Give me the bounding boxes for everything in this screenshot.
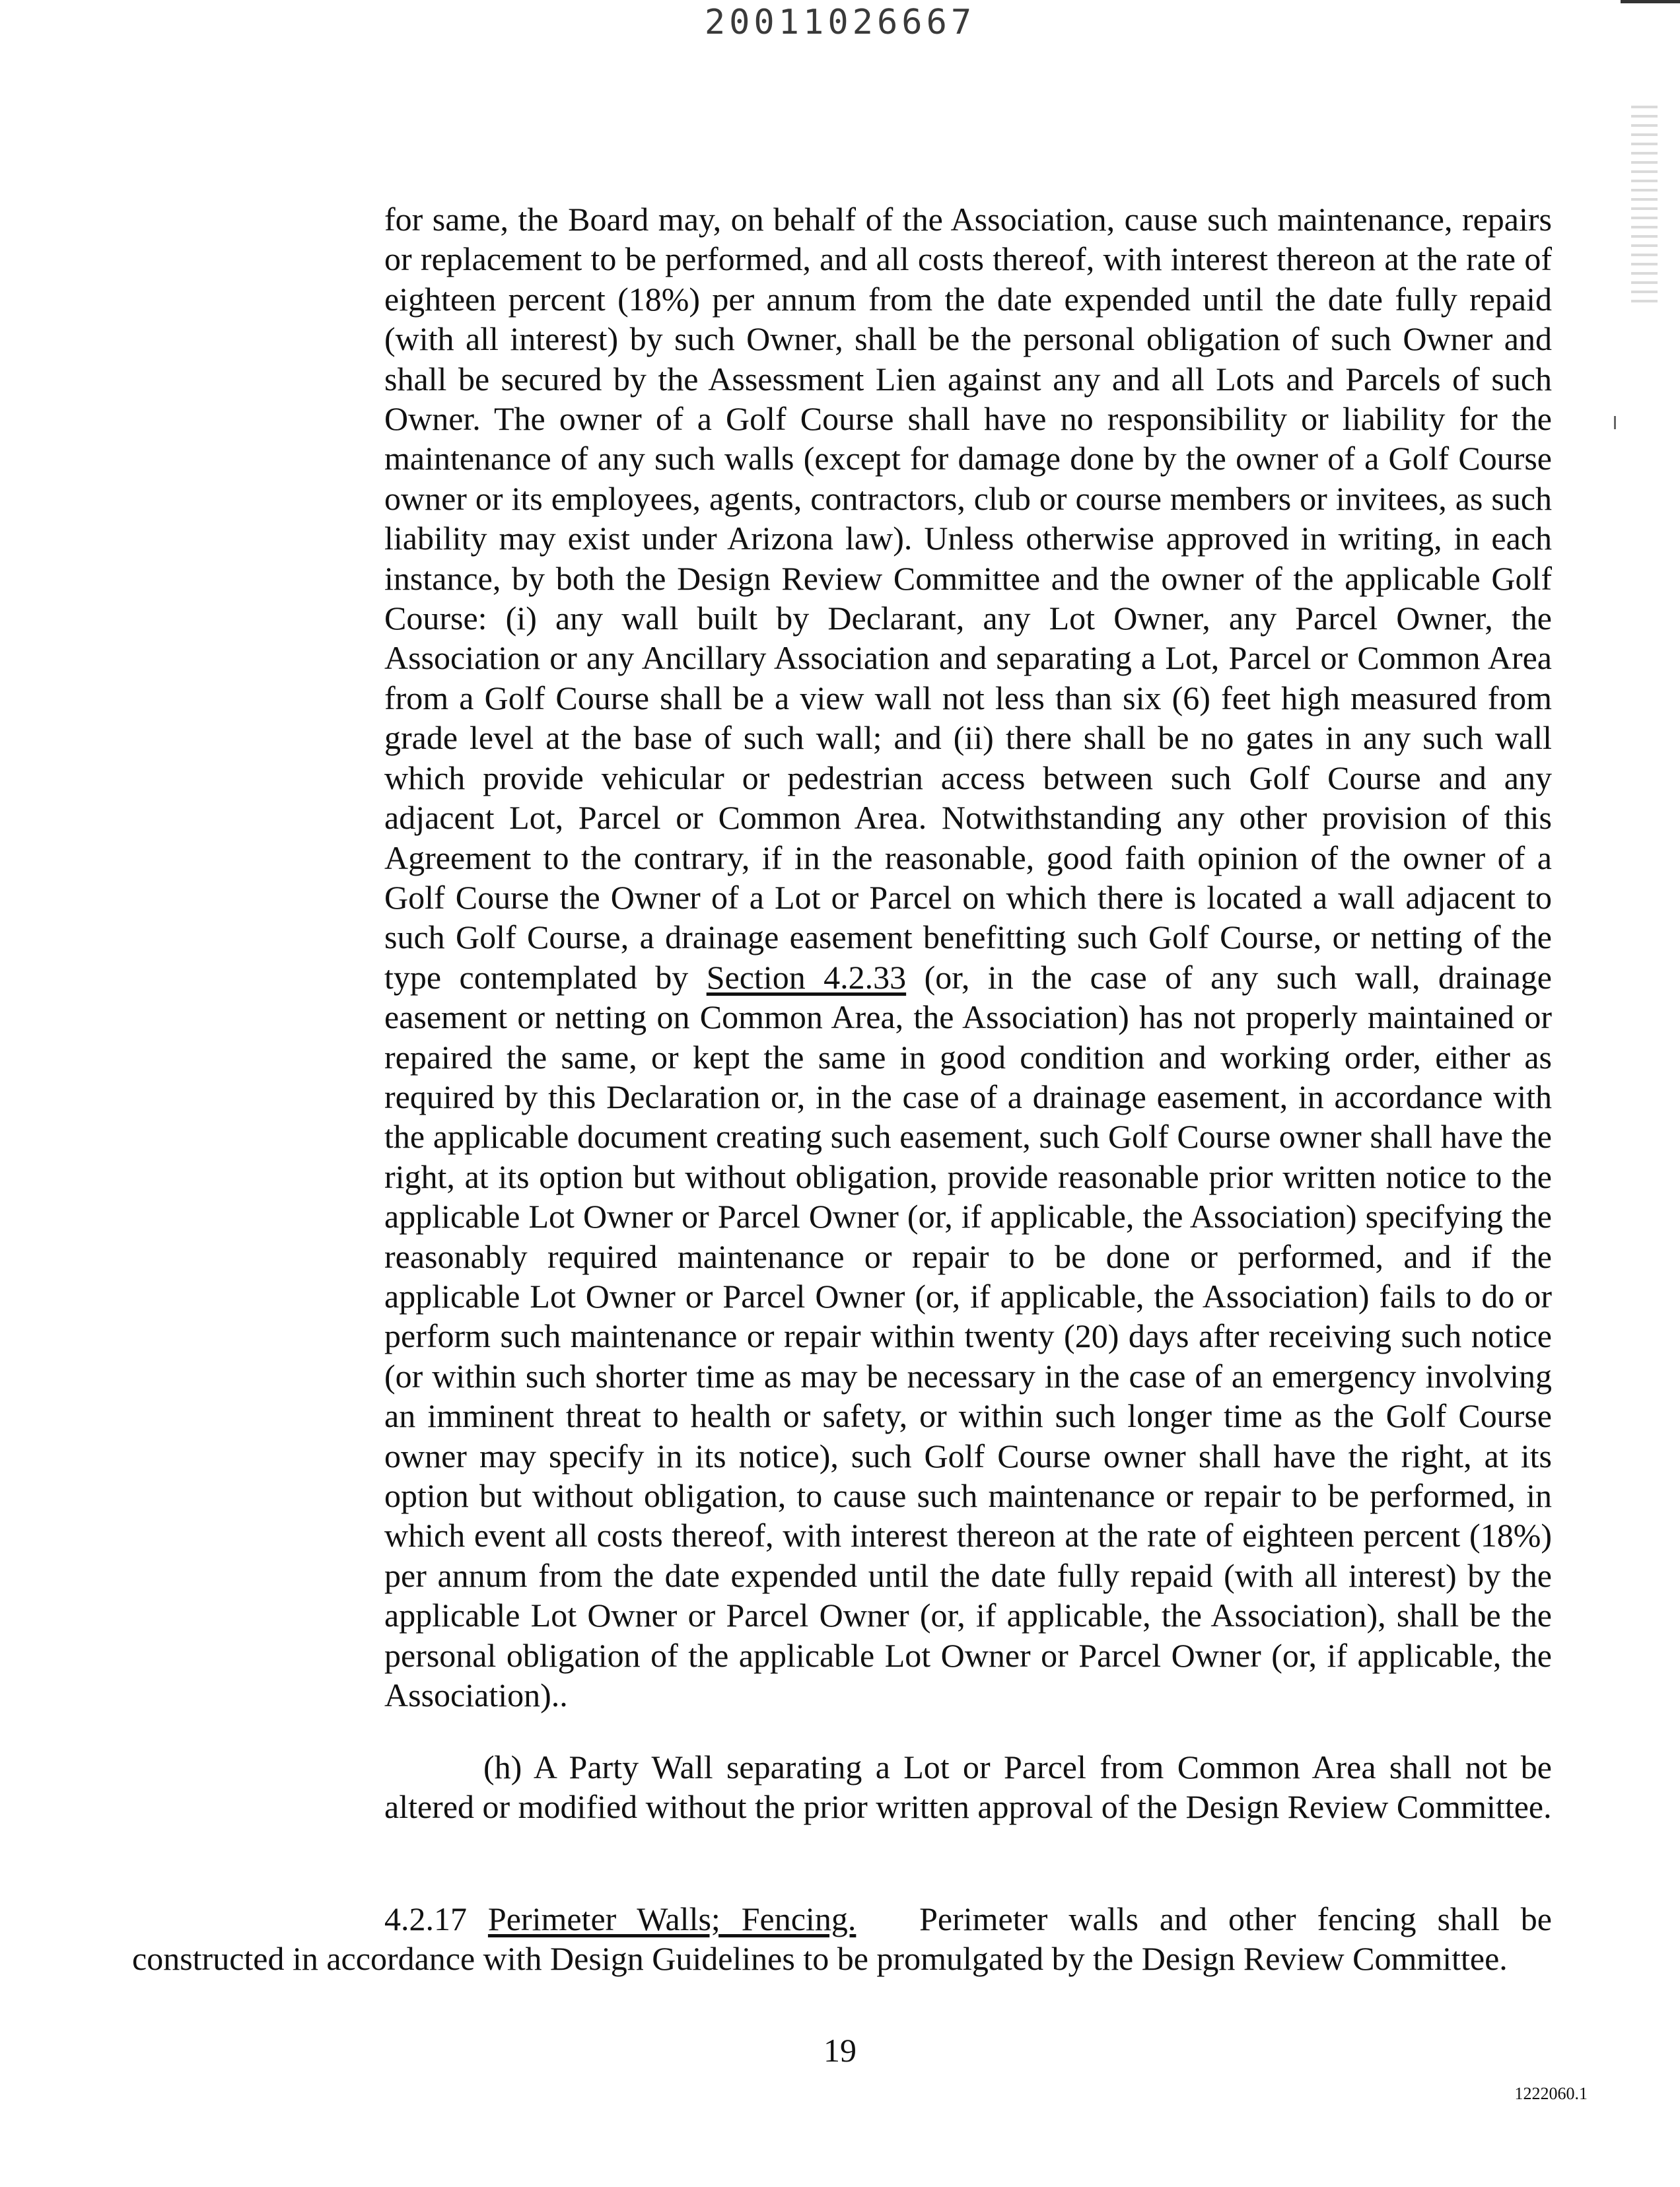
page-number: 19	[823, 2032, 857, 2069]
paragraph-main-part-1: for same, the Board may, on behalf of the Association, cause such maintenance, repairs or replacement to be performed, and all costs thereof, with interest thereon at the rate of eighteen percent (18%) per annum from the date expended until the date fully repaid (with all interest) by such Owner, shall be the personal obligation of such Owner and shall be secured by the Assessment Lien against any and all Lots and Parcels of such Owner. The owner of a Golf Course shall have no responsibility or liability for the maintenance of any such walls (except for damage done by the owner of a Golf Course owner or its employees, agents, contractors, club or course members or invitees, as such liability may exist under Arizona law). Unless otherwise approved in writing, in each instance, by both the Design Review Committee and the owner of the applicable Golf Course: (i) any wall built by Declarant, any Lot Owner, any Parcel Owner, the Association or any Ancillary Association and separating a Lot, Parcel or Common Area from a Golf Course shall be a view wall not less than six (6) feet high measured from grade level at the base of such wall; and (ii) there shall be no gates in any such wall which provide vehicular or pedestrian access between such Golf Course and any adjacent Lot, Parcel or Common Area. Notwithstanding any other provision of this Agreement to the contrary, if in the reasonable, good faith opinion of the owner of a Golf Course the Owner of a Lot or Parcel on which there is located a wall adjacent to such Golf Course, a drainage easement benefitting such Golf Course, or netting of the type contemplated by	[384, 201, 1552, 996]
paragraph-main-text	[384, 199, 1552, 1715]
section-number: 4.2.17	[384, 1900, 467, 1937]
paragraph-h-text: (h) A Party Wall separating a Lot or Parcel from Common Area shall not be altered or modified without the prior written approval of the Design Review Committee.	[384, 1749, 1552, 1826]
document-id: 1222060.1	[1514, 2084, 1588, 2103]
recording-number: 20011026667	[704, 3, 976, 42]
section-4-2-33-link: Section 4.2.33	[706, 958, 907, 996]
section-body: Perimeter walls and other fencing shall be constructed in accordance with Design Guidelines to be promulgated by the Design Review Committee.	[132, 1900, 1552, 1978]
paragraph-main-part-2: (or, in the case of any such wall, drainage easement or netting on Common Area, the Association) has not properly maintained or repaired the same, or kept the same in good condition and working order, either as required by this Declaration or, in the case of a drainage easement, in accordance with the applicable document creating such easement, such Golf Course owner shall have the right, at its option but without obligation, provide reasonable prior written notice to the applicable Lot Owner or Parcel Owner (or, if applicable, the Association) specifying the reasonably required maintenance or repair to be done or performed, and if the applicable Lot Owner or Parcel Owner (or, if applicable, the Association) fails to do or perform such maintenance or repair within twenty (20) days after receiving such notice (or within such shorter time as may be necessary in the case of an emergency involving an imminent threat to health or safety, or within such longer time as the Golf Course owner may specify in its notice), such Golf Course owner shall have the right, at its option but without obligation, to cause such maintenance or repair to be performed, in which event all costs thereof, with interest thereon at the rate of eighteen percent (18%) per annum from the date expended until the date fully repaid (with all interest) by the applicable Lot Owner or Parcel Owner (or, if applicable, the Association), shall be the personal obligation of the applicable Lot Owner or Parcel Owner (or, if applicable, the Association)..	[384, 958, 1553, 1714]
margin-tick-mark	[1614, 416, 1616, 429]
paragraph-main	[384, 199, 1552, 1715]
paragraph-h	[384, 1747, 1552, 1827]
margin-recording-stamp	[1631, 106, 1658, 304]
section-4-2-17-text	[132, 1899, 1552, 1979]
section-title: Perimeter Walls; Fencing.	[487, 1900, 857, 1937]
section-4-2-17	[132, 1899, 1552, 1979]
